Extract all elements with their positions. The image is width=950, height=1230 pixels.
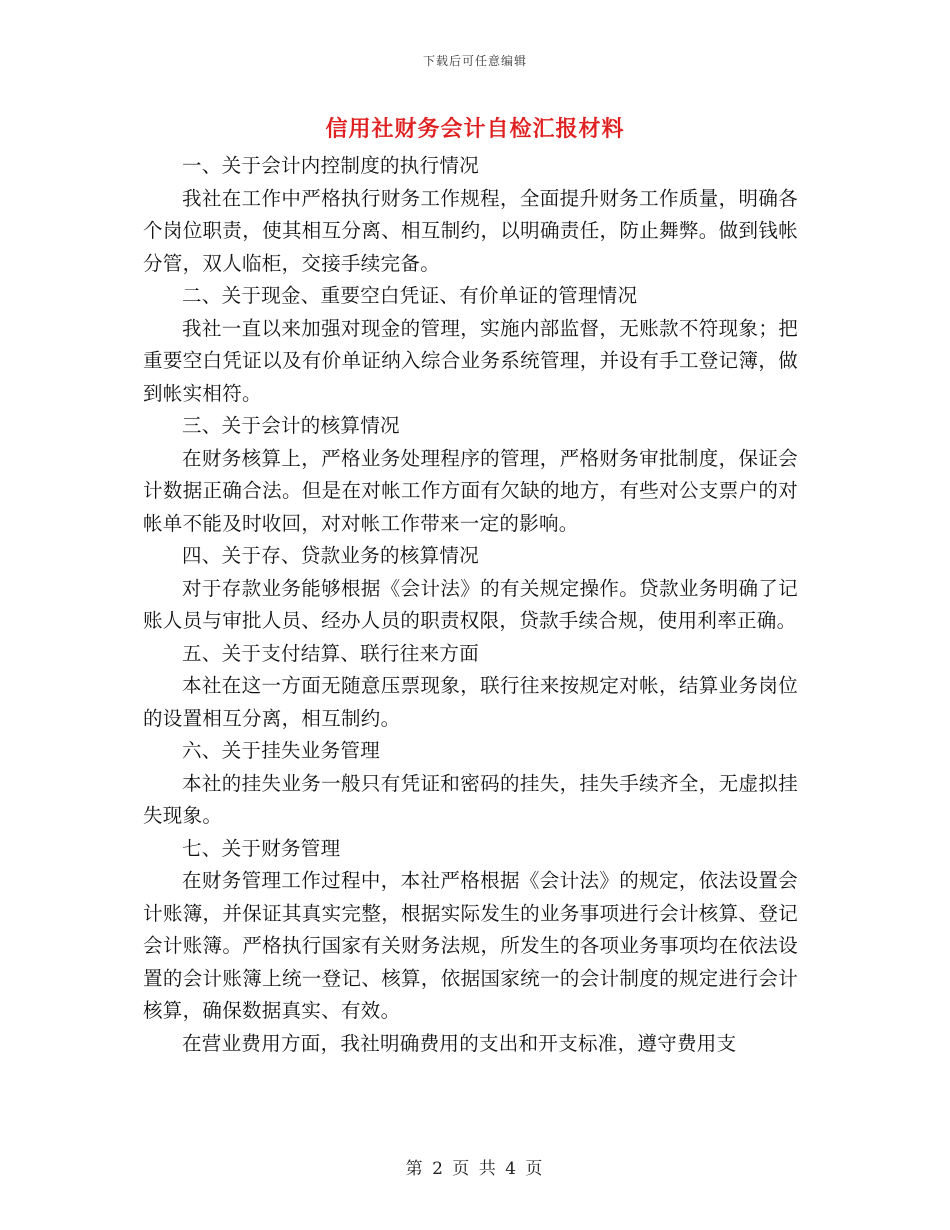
section-heading-6: 六、关于挂失业务管理 [182, 739, 381, 762]
body-paragraph: 我社一直以来加强对现金的管理，实施内部监督，无账款不符现象；把重要空白凭证以及有价单证纳入综合业务系统管理，并设有手工登记簿，做到帐实相符。 [143, 316, 798, 405]
section-heading-1: 一、关于会计内控制度的执行情况 [182, 154, 480, 177]
header-note: 下载后可任意编辑 [422, 54, 527, 68]
body-paragraph: 在营业费用方面，我社明确费用的支出和开支标准，遵守费用支 [182, 1031, 737, 1055]
body-paragraph: 我社在工作中严格执行财务工作规程，全面提升财务工作质量，明确各个岗位职责，使其相互分离、相互制约，以明确责任，防止舞弊。做到钱帐分管，双人临柜，交接手续完备。 [143, 186, 798, 275]
section-heading-4: 四、关于存、贷款业务的核算情况 [182, 544, 480, 567]
section-heading-3: 三、关于会计的核算情况 [182, 414, 400, 437]
body-paragraph: 在财务管理工作过程中，本社严格根据《会计法》的规定，依法设置会计账簿，并保证其真实完整，根据实际发生的业务事项进行会计核算、登记会计账簿。严格执行国家有关财务法规，所发生的各项业务事项均在依法设置的会计账簿上统一登记、核算，依据国家统一的会计制度的规定进行会计核算，确保数据真实、有效。 [143, 869, 798, 1022]
body-paragraph: 在财务核算上，严格业务处理程序的管理，严格财务审批制度，保证会计数据正确合法。但是在对帐工作方面有欠缺的地方，有些对公支票户的对帐单不能及时收回，对对帐工作带来一定的影响。 [143, 446, 798, 535]
body-paragraph: 对于存款业务能够根据《会计法》的有关规定操作。贷款业务明确了记账人员与审批人员、经办人员的职责权限，贷款手续合规，使用利率正确。 [143, 576, 798, 632]
document-title: 信用社财务会计自检汇报材料 [325, 116, 625, 142]
body-paragraph: 本社在这一方面无随意压票现象，联行往来按规定对帐，结算业务岗位的设置相互分离，相互制约。 [143, 674, 798, 730]
section-heading-7: 七、关于财务管理 [182, 836, 341, 860]
section-heading-2: 二、关于现金、重要空白凭证、有价单证的管理情况 [182, 284, 638, 307]
section-heading-5: 五、关于支付结算、联行往来方面 [182, 641, 480, 665]
page-number-footer: 第 2 页 共 4 页 [405, 1159, 545, 1179]
body-paragraph: 本社的挂失业务一般只有凭证和密码的挂失，挂失手续齐全，无虚拟挂失现象。 [143, 771, 798, 827]
document-body [143, 150, 798, 1060]
